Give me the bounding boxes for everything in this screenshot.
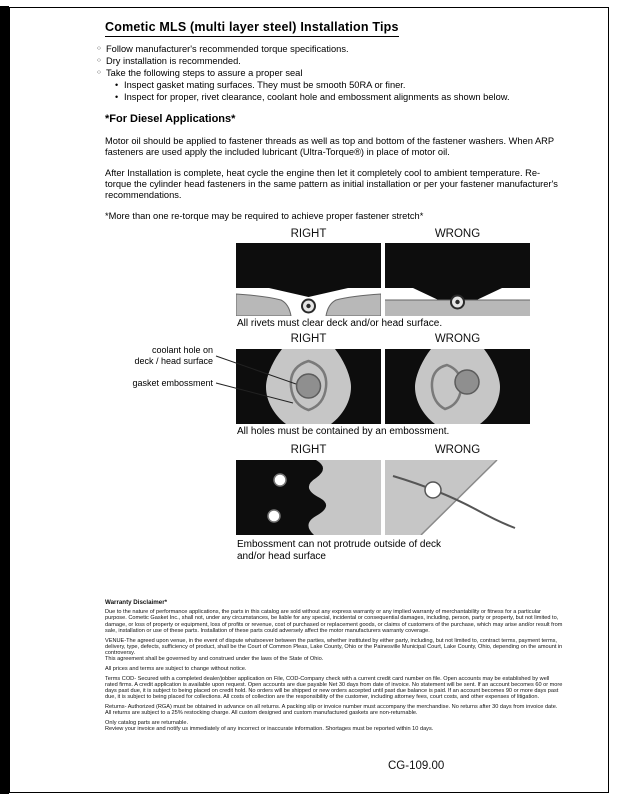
installation-tips-list bbox=[97, 43, 567, 103]
protrusion-caption: Embossment can not protrude outside of deck and/or head surface bbox=[237, 539, 442, 562]
tip-bullet bbox=[97, 67, 567, 79]
warranty-paragraph: This agreement shall be governed by and construed under the laws of the State of Ohio. bbox=[105, 656, 324, 663]
tip-sub-bullet bbox=[115, 91, 567, 103]
annotation-coolant-hole: coolant hole on deck / head surface bbox=[134, 345, 213, 366]
warranty-paragraph: Due to the nature of performance applications, the parts in this catalog are sold without any express warranty or any implied warranty of merchantability or fitness for a particular purpose. Cometic Gasket Inc., shall not, under any circumstances, be liable for any special, incidental or consequential damages, including, person, party or property, but not limited to, damage, or loss of property or equipment, loss of profits or revenue, cost of purchased or replacement goods, or claims of customers of the purchase, which may arise and/or result from sale, installation or use of these parts. Installation of these parts could adversely affect the motor manufacturers warranty coverage. bbox=[105, 609, 563, 634]
page-title: Cometic MLS (multi layer steel) Installation Tips bbox=[105, 20, 399, 37]
tip-text: Take the following steps to assure a proper seal bbox=[106, 68, 303, 78]
right-label: RIGHT bbox=[290, 444, 327, 456]
open-circle-bullet-icon: ○ bbox=[97, 45, 101, 52]
tip-bullet bbox=[97, 55, 567, 67]
annotation-gasket-embossment: gasket embossment bbox=[132, 378, 213, 388]
tip-sub-bullet bbox=[115, 79, 567, 91]
diagram-coolant-hole-right-image bbox=[236, 349, 381, 424]
filled-bullet-icon: • bbox=[115, 80, 119, 90]
diesel-paragraph: After Installation is complete, heat cycle the engine then let it completely cool to ambient temperature. Re-torque the cylinder head fasteners in the same pattern as initial installation or per your fastener manufacturer's recommendations. bbox=[105, 168, 558, 200]
diagram-coolant-hole-wrong-image bbox=[385, 349, 530, 424]
tip-bullet bbox=[97, 43, 567, 55]
open-circle-bullet-icon: ○ bbox=[97, 57, 101, 64]
diesel-paragraph: Motor oil should be applied to fastener threads as well as top and bottom of the fastener washers. When ARP fasteners are used apply the included lubricant (Ultra-Torque®) in place of motor oil. bbox=[105, 136, 554, 157]
tip-text: Dry installation is recommended. bbox=[106, 56, 241, 66]
diagram-protrusion-right-image bbox=[236, 460, 381, 535]
page-edge-bar bbox=[0, 6, 9, 794]
warranty-paragraph: Only catalog parts are returnable. bbox=[105, 719, 189, 726]
open-circle-bullet-icon: ○ bbox=[97, 69, 101, 76]
warranty-paragraph: All prices and terms are subject to change without notice. bbox=[105, 665, 247, 672]
warranty-paragraph: VENUE-The agreed upon venue, in the event of dispute whatsoever between the parties, whether instituted by either party, including, but not limited to, contract terms, payment terms, delivery, type, defects, sufficiency of product, shall be the Court of Common Pleas, Lake County, Ohio or the Painesville Municipal Court, Lake County, Ohio, depending on the amount in controversy. bbox=[105, 637, 563, 656]
warranty-paragraph: Returns- Authorized (RGA) must be obtained in advance on all returns. A packing slip or invoice number must accompany the merchandise. No returns after 30 days from invoice date. All returns are subject to a 25% restocking charge. All custom designed and custom manufactured gaskets are non-returnable. bbox=[105, 703, 558, 717]
rivet-caption: All rivets must clear deck and/or head surface. bbox=[237, 318, 443, 329]
tip-text: Inspect gasket mating surfaces. They must be smooth 50RA or finer. bbox=[124, 80, 406, 90]
filled-bullet-icon: • bbox=[115, 92, 119, 102]
page-number: CG-109.00 bbox=[388, 760, 445, 772]
warranty-paragraph: Terms COD- Secured with a completed dealer/jobber application on File, COD-Company check with a current credit card number on file. Open accounts may be established by well rated firms. A credit application is available upon request. Open accounts are due payable Net 30 days from date of invoice. No statement will be sent. If an account becomes 60 or more days past due, it is subject to being placed on credit hold. No orders will be shipped or new orders accepted until past due balance is paid. If an account becomes 90 or more days past due, it is subject to being placed for collections. All costs of collection are the responsibility of the customer, including attorney fees, court costs, and other expenses of litigation. bbox=[105, 675, 563, 701]
wrong-label: WRONG bbox=[434, 444, 481, 456]
diagram-rivet-wrong-image bbox=[385, 243, 530, 316]
warranty-paragraph: Review your invoice and notify us immediately of any incorrect or inaccurate information. Shortages must be reported within 10 days. bbox=[105, 725, 434, 732]
right-label: RIGHT bbox=[290, 228, 327, 240]
retorque-note: *More than one re-torque may be required to achieve proper fastener stretch* bbox=[105, 211, 424, 221]
wrong-label: WRONG bbox=[434, 333, 481, 345]
warranty-heading: Warranty Disclaimer* bbox=[105, 599, 168, 606]
diesel-applications-section bbox=[105, 114, 563, 222]
right-label: RIGHT bbox=[290, 333, 327, 345]
warranty-disclaimer-section bbox=[105, 600, 563, 736]
diagram-protrusion-wrong-image bbox=[385, 460, 530, 535]
diesel-heading: *For Diesel Applications* bbox=[105, 113, 236, 125]
tip-text: Follow manufacturer's recommended torque specifications. bbox=[106, 44, 349, 54]
embossment-containment-caption: All holes must be contained by an embossment. bbox=[237, 426, 450, 437]
tip-text: Inspect for proper, rivet clearance, coolant hole and embossment alignments as shown below. bbox=[124, 92, 510, 102]
diagram-rivet-right-image bbox=[236, 243, 381, 316]
wrong-label: WRONG bbox=[434, 228, 481, 240]
